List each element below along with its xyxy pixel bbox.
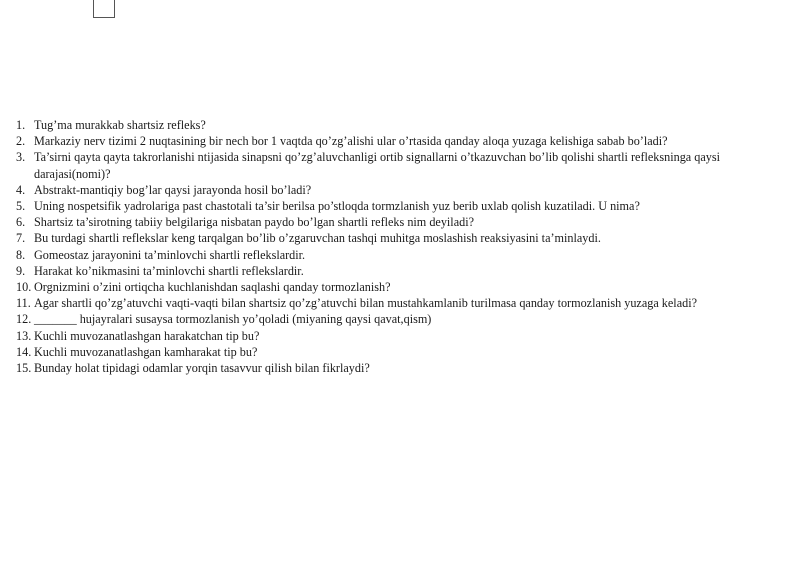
- item-number: 3.: [16, 150, 26, 165]
- item-number: 8.: [16, 247, 26, 262]
- list-item: [16, 263, 786, 279]
- item-number: 6.: [16, 215, 26, 230]
- list-item: [16, 311, 786, 327]
- item-text: Kuchli muvozanatlashgan harakatchan tip bu?: [34, 328, 260, 343]
- item-text: Orgnizmini o’zini ortiqcha kuchlanishdan saqlashi qanday tormozlanish?: [34, 280, 391, 295]
- list-item: [16, 133, 786, 149]
- list-item: [16, 279, 786, 295]
- item-number: 2.: [16, 134, 26, 149]
- item-number: 11.: [16, 296, 31, 311]
- item-text: Abstrakt-mantiqiy bog’lar qaysi jarayonda hosil bo’ladi?: [34, 182, 312, 197]
- list-item: [16, 247, 786, 263]
- item-text: Bunday holat tipidagi odamlar yorqin tasavvur qilish bilan fikrlaydi?: [34, 361, 370, 376]
- item-text: Markaziy nerv tizimi 2 nuqtasining bir nech bor 1 vaqtda qo’zg’alishi ular o’rtasida qanday aloqa yuzaga kelishiga sabab bo’ladi?: [34, 134, 668, 149]
- list-item: [16, 214, 786, 230]
- list-item: [16, 117, 786, 133]
- list-item: [16, 295, 786, 311]
- item-number: 14.: [16, 344, 32, 359]
- item-text: Uning nospetsifik yadrolariga past chastotali ta’sir berilsa po’stloqda tormzlanish yuz berib uxlab qolish kuzatiladi. U nima?: [34, 199, 640, 214]
- list-item: [16, 149, 786, 181]
- list-item: [16, 344, 786, 360]
- item-number: 10.: [16, 280, 32, 295]
- item-text: Ta’sirni qayta qayta takrorlanishi ntijasida sinapsni qo’zg’aluvchanligi ortib signallarni o’tkazuvchan bo’lib qolishi shartli refleksninga qaysi darajasi(nomi)?: [34, 150, 720, 181]
- item-text: Agar shartli qo’zg’atuvchi vaqti-vaqti bilan shartsiz qo’zg’atuvchi bilan mustahkamlanib turilmasa qanday tormozlanish yuzaga keladi?: [34, 296, 697, 311]
- list-item: [16, 230, 786, 246]
- list-item: [16, 328, 786, 344]
- item-number: 7.: [16, 231, 26, 246]
- question-list: [16, 117, 786, 376]
- list-item: [16, 360, 786, 376]
- item-number: 12.: [16, 312, 32, 327]
- item-number: 9.: [16, 263, 26, 278]
- item-text: _______ hujayralari susaysa tormozlanish yo’qoladi (miyaning qaysi qavat,qism): [34, 312, 432, 327]
- list-item: [16, 198, 786, 214]
- item-text: Harakat ko’nikmasini ta’minlovchi shartli reflekslardir.: [34, 263, 304, 278]
- item-number: 13.: [16, 328, 32, 343]
- item-text: Bu turdagi shartli reflekslar keng tarqalgan bo’lib o’zgaruvchan tashqi muhitga moslashish reaksiyasini ta’minlaydi.: [34, 231, 601, 246]
- item-text: Tug’ma murakkab shartsiz refleks?: [34, 118, 206, 132]
- checkbox[interactable]: [93, 0, 115, 18]
- item-text: Gomeostaz jarayonini ta’minlovchi shartli reflekslardir.: [34, 247, 306, 262]
- list-item: [16, 182, 786, 198]
- item-number: 4.: [16, 182, 26, 197]
- item-text: Shartsiz ta’sirotning tabiiy belgilariga nisbatan paydo bo’lgan shartli refleks nim deyiladi?: [34, 215, 474, 230]
- item-number: 15.: [16, 361, 32, 376]
- item-number: 1.: [16, 118, 26, 132]
- item-number: 5.: [16, 199, 26, 214]
- item-text: Kuchli muvozanatlashgan kamharakat tip bu?: [34, 344, 258, 359]
